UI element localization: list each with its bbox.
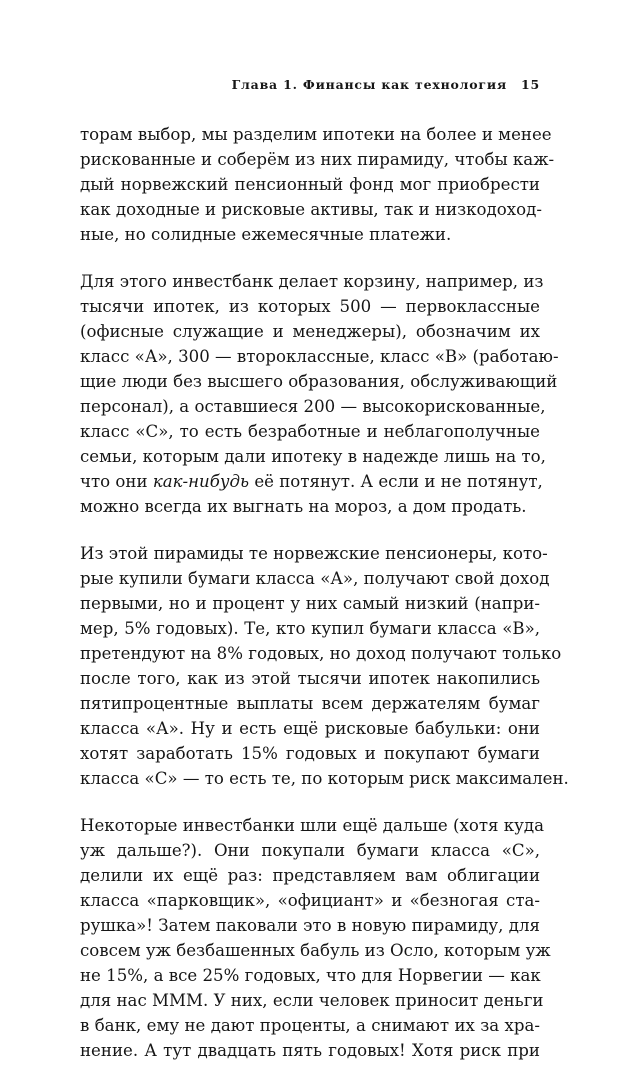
text-line: класса «А». Ну и есть ещё рисковые бабульки: они [80, 719, 540, 738]
text-line: тысячи ипотек, из которых 500 — первоклассные [80, 297, 540, 316]
text-line: персонал), а оставшиеся 200 — высокорискованные, [80, 397, 546, 416]
text-fragment: её потянут. А если и не потянут, [249, 472, 543, 491]
text-line: первыми, но и процент у них самый низкий (напри- [80, 594, 540, 613]
italic-emphasis: как-нибудь [152, 472, 250, 491]
text-line: пятипроцентные выплаты всем держателям бумаг [80, 694, 540, 713]
paragraph-4 [80, 813, 551, 1063]
text-line: делили их ещё раз: представляем вам облигации [80, 866, 540, 885]
text-line: хотят заработать 15% годовых и покупают бумаги [80, 744, 540, 763]
running-header [80, 77, 540, 92]
text-line: совсем уж безбашенных бабуль из Осло, которым уж [80, 941, 551, 960]
page-body [80, 122, 569, 1085]
page-number: 15 [521, 77, 540, 92]
paragraph-1 [80, 122, 555, 247]
text-line: как доходные и рисковые активы, так и низкодоход- [80, 200, 542, 219]
text-line: после того, как из этой тысячи ипотек накопились [80, 669, 540, 688]
text-line: претендуют на 8% годовых, но доход получают только [80, 644, 562, 663]
text-line: (офисные служащие и менеджеры), обозначим их [80, 322, 540, 341]
text-line: нение. А тут двадцать пять годовых! Хотя риск при [80, 1041, 540, 1060]
paragraph-2 [80, 269, 559, 519]
text-line: не 15%, а все 25% годовых, что для Норвегии — как [80, 966, 541, 985]
paragraph-3 [80, 541, 569, 791]
text-line: класс «С», то есть безработные и неблагополучные [80, 422, 540, 441]
chapter-title: Глава 1. Финансы как технология [231, 77, 507, 92]
text-line: можно всегда их выгнать на мороз, а дом продать. [80, 497, 527, 516]
text-line: Из этой пирамиды те норвежские пенсионеры, кото- [80, 544, 548, 563]
text-line: рые купили бумаги класса «А», получают свой доход [80, 569, 550, 588]
text-line: класс «А», 300 — второклассные, класс «В» (работаю- [80, 347, 559, 366]
text-line: Некоторые инвестбанки шли ещё дальше (хотя куда [80, 816, 544, 835]
text-line: торам выбор, мы разделим ипотеки на более и менее [80, 125, 552, 144]
text-line: класса «парковщик», «официант» и «безногая ста- [80, 891, 540, 910]
text-line: Для этого инвестбанк делает корзину, например, из [80, 272, 544, 291]
text-line: мер, 5% годовых). Те, кто купил бумаги класса «В», [80, 619, 540, 638]
text-line: щие люди без высшего образования, обслуживающий [80, 372, 558, 391]
text-line: семьи, которым дали ипотеку в надежде лишь на то, [80, 447, 546, 466]
text-line: для нас МММ. У них, если человек приносит деньги [80, 991, 544, 1010]
text-line-with-italic [80, 469, 543, 494]
text-fragment: что они [80, 472, 153, 491]
text-line: класса «С» — то есть те, по которым риск максимален. [80, 769, 569, 788]
text-line: рискованные и соберём из них пирамиду, чтобы каж- [80, 150, 555, 169]
text-line: в банк, ему не дают проценты, а снимают их за хра- [80, 1016, 540, 1035]
text-line: дый норвежский пенсионный фонд мог приобрести [80, 175, 540, 194]
text-line: рушка»! Затем паковали это в новую пирамиду, для [80, 916, 540, 935]
text-line: ные, но солидные ежемесячные платежи. [80, 225, 452, 244]
text-line: уж дальше?). Они покупали бумаги класса «С», [80, 841, 540, 860]
